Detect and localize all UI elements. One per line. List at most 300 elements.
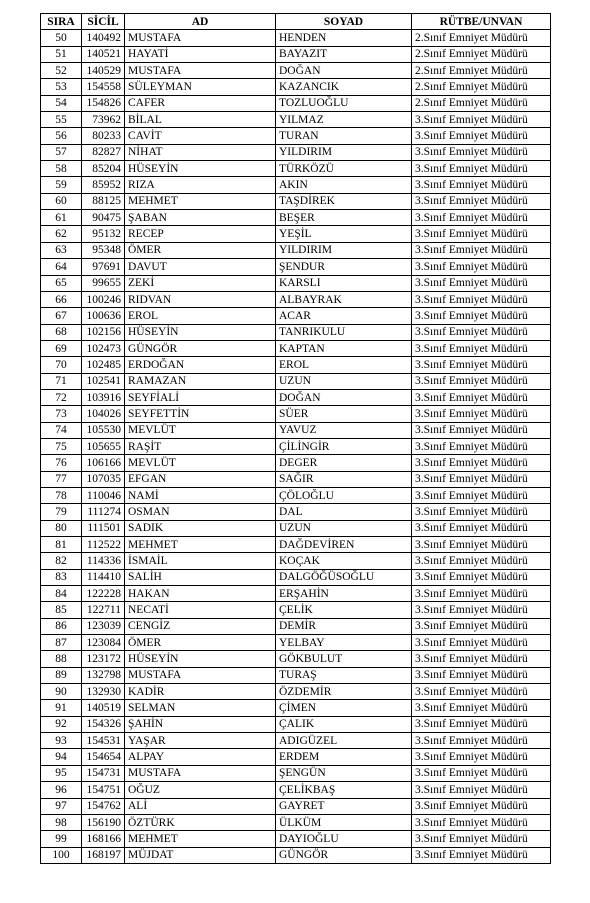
cell-soyad: SAĞIR <box>276 471 412 487</box>
cell-soyad: ÇÖLOĞLU <box>276 487 412 503</box>
cell-ad: HAKAN <box>125 586 276 602</box>
cell-soyad: ÇALIK <box>276 716 412 732</box>
cell-sira: 54 <box>41 95 82 111</box>
cell-sicil: 154731 <box>82 765 125 781</box>
cell-sira: 68 <box>41 324 82 340</box>
table-row <box>41 373 551 389</box>
cell-sira: 61 <box>41 210 82 226</box>
cell-sira: 55 <box>41 112 82 128</box>
cell-soyad: DAL <box>276 504 412 520</box>
table-row <box>41 798 551 814</box>
cell-sira: 63 <box>41 242 82 258</box>
cell-sira: 56 <box>41 128 82 144</box>
cell-sira: 77 <box>41 471 82 487</box>
cell-sicil: 73962 <box>82 112 125 128</box>
cell-sira: 50 <box>41 30 82 46</box>
cell-rutbe: 3.Sınıf Emniyet Müdürü <box>412 520 551 536</box>
table-row <box>41 161 551 177</box>
cell-soyad: DAYIOĞLU <box>276 831 412 847</box>
cell-soyad: KAPTAN <box>276 340 412 356</box>
cell-rutbe: 3.Sınıf Emniyet Müdürü <box>412 667 551 683</box>
cell-rutbe: 3.Sınıf Emniyet Müdürü <box>412 259 551 275</box>
cell-rutbe: 3.Sınıf Emniyet Müdürü <box>412 193 551 209</box>
table-row <box>41 389 551 405</box>
cell-sicil: 80233 <box>82 128 125 144</box>
cell-soyad: YILMAZ <box>276 112 412 128</box>
cell-sira: 96 <box>41 782 82 798</box>
cell-ad: EROL <box>125 308 276 324</box>
table-row <box>41 553 551 569</box>
cell-rutbe: 3.Sınıf Emniyet Müdürü <box>412 144 551 160</box>
cell-sicil: 106166 <box>82 455 125 471</box>
cell-sicil: 102541 <box>82 373 125 389</box>
cell-ad: SELMAN <box>125 700 276 716</box>
table-row <box>41 684 551 700</box>
cell-sira: 93 <box>41 733 82 749</box>
cell-sicil: 105655 <box>82 438 125 454</box>
cell-soyad: UZUN <box>276 520 412 536</box>
cell-sicil: 103916 <box>82 389 125 405</box>
cell-ad: NAMİ <box>125 487 276 503</box>
cell-rutbe: 3.Sınıf Emniyet Müdürü <box>412 716 551 732</box>
cell-sicil: 107035 <box>82 471 125 487</box>
table-row <box>41 602 551 618</box>
cell-sicil: 99655 <box>82 275 125 291</box>
table-row <box>41 504 551 520</box>
cell-soyad: AKIN <box>276 177 412 193</box>
cell-soyad: GÖKBULUT <box>276 651 412 667</box>
cell-rutbe: 3.Sınıf Emniyet Müdürü <box>412 504 551 520</box>
cell-rutbe: 3.Sınıf Emniyet Müdürü <box>412 340 551 356</box>
cell-soyad: ERDEM <box>276 749 412 765</box>
cell-sira: 89 <box>41 667 82 683</box>
cell-soyad: TAŞDİREK <box>276 193 412 209</box>
cell-sicil: 97691 <box>82 259 125 275</box>
cell-sira: 69 <box>41 340 82 356</box>
cell-sicil: 102156 <box>82 324 125 340</box>
table-row <box>41 487 551 503</box>
cell-soyad: GAYRET <box>276 798 412 814</box>
cell-rutbe: 3.Sınıf Emniyet Müdürü <box>412 798 551 814</box>
cell-ad: BİLAL <box>125 112 276 128</box>
table-row <box>41 455 551 471</box>
cell-soyad: GÜNGÖR <box>276 847 412 863</box>
cell-sira: 57 <box>41 144 82 160</box>
table-row <box>41 259 551 275</box>
table-row <box>41 765 551 781</box>
cell-sira: 67 <box>41 308 82 324</box>
cell-sicil: 110046 <box>82 487 125 503</box>
cell-soyad: DOĞAN <box>276 389 412 405</box>
table-row <box>41 700 551 716</box>
cell-ad: HÜSEYİN <box>125 651 276 667</box>
cell-ad: ALPAY <box>125 749 276 765</box>
cell-soyad: ÇİLİNGİR <box>276 438 412 454</box>
table-row <box>41 210 551 226</box>
table-row <box>41 177 551 193</box>
cell-sira: 75 <box>41 438 82 454</box>
cell-sira: 72 <box>41 389 82 405</box>
cell-soyad: DAĞDEVİREN <box>276 537 412 553</box>
table-row <box>41 340 551 356</box>
cell-ad: ALİ <box>125 798 276 814</box>
header-sicil: SİCİL <box>82 14 125 30</box>
cell-rutbe: 3.Sınıf Emniyet Müdürü <box>412 749 551 765</box>
cell-sira: 62 <box>41 226 82 242</box>
cell-sicil: 154826 <box>82 95 125 111</box>
cell-sira: 74 <box>41 422 82 438</box>
table-row <box>41 471 551 487</box>
cell-ad: SADIK <box>125 520 276 536</box>
cell-sicil: 123172 <box>82 651 125 667</box>
cell-rutbe: 3.Sınıf Emniyet Müdürü <box>412 455 551 471</box>
table-row <box>41 651 551 667</box>
cell-sicil: 140521 <box>82 46 125 62</box>
cell-soyad: TANRIKULU <box>276 324 412 340</box>
cell-ad: ÖZTÜRK <box>125 814 276 830</box>
cell-ad: MÜJDAT <box>125 847 276 863</box>
cell-sicil: 88125 <box>82 193 125 209</box>
cell-soyad: ÇİMEN <box>276 700 412 716</box>
table-row <box>41 716 551 732</box>
cell-sicil: 102473 <box>82 340 125 356</box>
cell-soyad: KOÇAK <box>276 553 412 569</box>
cell-ad: HÜSEYİN <box>125 161 276 177</box>
cell-rutbe: 3.Sınıf Emniyet Müdürü <box>412 651 551 667</box>
cell-ad: RAŞİT <box>125 438 276 454</box>
cell-sira: 52 <box>41 63 82 79</box>
table-row <box>41 422 551 438</box>
cell-sira: 53 <box>41 79 82 95</box>
cell-sira: 64 <box>41 259 82 275</box>
cell-soyad: KAZANCIK <box>276 79 412 95</box>
cell-sicil: 111274 <box>82 504 125 520</box>
cell-ad: ERDOĞAN <box>125 357 276 373</box>
cell-soyad: ÜLKÜM <box>276 814 412 830</box>
cell-soyad: TURAŞ <box>276 667 412 683</box>
cell-sira: 95 <box>41 765 82 781</box>
cell-rutbe: 3.Sınıf Emniyet Müdürü <box>412 422 551 438</box>
cell-rutbe: 2.Sınıf Emniyet Müdürü <box>412 30 551 46</box>
cell-sira: 71 <box>41 373 82 389</box>
cell-rutbe: 3.Sınıf Emniyet Müdürü <box>412 177 551 193</box>
cell-ad: GÜNGÖR <box>125 340 276 356</box>
cell-soyad: HENDEN <box>276 30 412 46</box>
cell-ad: NECATİ <box>125 602 276 618</box>
cell-soyad: EROL <box>276 357 412 373</box>
cell-sira: 97 <box>41 798 82 814</box>
cell-rutbe: 3.Sınıf Emniyet Müdürü <box>412 586 551 602</box>
cell-sira: 79 <box>41 504 82 520</box>
table-row <box>41 193 551 209</box>
cell-soyad: YEŞİL <box>276 226 412 242</box>
table-body <box>41 30 551 864</box>
cell-soyad: ÇELİKBAŞ <box>276 782 412 798</box>
cell-sira: 73 <box>41 406 82 422</box>
table-row <box>41 95 551 111</box>
cell-sicil: 154654 <box>82 749 125 765</box>
cell-soyad: ÇELİK <box>276 602 412 618</box>
cell-ad: MEHMET <box>125 831 276 847</box>
cell-soyad: BEŞER <box>276 210 412 226</box>
cell-sicil: 90475 <box>82 210 125 226</box>
cell-rutbe: 3.Sınıf Emniyet Müdürü <box>412 357 551 373</box>
cell-ad: ŞAHİN <box>125 716 276 732</box>
cell-rutbe: 3.Sınıf Emniyet Müdürü <box>412 569 551 585</box>
cell-ad: RECEP <box>125 226 276 242</box>
cell-sira: 100 <box>41 847 82 863</box>
cell-rutbe: 2.Sınıf Emniyet Müdürü <box>412 79 551 95</box>
cell-rutbe: 3.Sınıf Emniyet Müdürü <box>412 765 551 781</box>
cell-rutbe: 3.Sınıf Emniyet Müdürü <box>412 831 551 847</box>
table-row <box>41 749 551 765</box>
cell-rutbe: 2.Sınıf Emniyet Müdürü <box>412 95 551 111</box>
cell-rutbe: 3.Sınıf Emniyet Müdürü <box>412 291 551 307</box>
cell-rutbe: 3.Sınıf Emniyet Müdürü <box>412 635 551 651</box>
cell-soyad: KARSLI <box>276 275 412 291</box>
cell-soyad: UZUN <box>276 373 412 389</box>
table-row <box>41 569 551 585</box>
cell-ad: ÖMER <box>125 635 276 651</box>
cell-ad: CAVİT <box>125 128 276 144</box>
cell-soyad: SÜER <box>276 406 412 422</box>
cell-soyad: YILDIRIM <box>276 144 412 160</box>
table-row <box>41 438 551 454</box>
cell-sira: 81 <box>41 537 82 553</box>
table-row <box>41 667 551 683</box>
cell-ad: NİHAT <box>125 144 276 160</box>
cell-soyad: TÜRKÖZÜ <box>276 161 412 177</box>
cell-sira: 60 <box>41 193 82 209</box>
table-row <box>41 520 551 536</box>
header-rutbe: RÜTBE/UNVAN <box>412 14 551 30</box>
cell-sicil: 100636 <box>82 308 125 324</box>
cell-soyad: ADIGÜZEL <box>276 733 412 749</box>
cell-ad: HAYATİ <box>125 46 276 62</box>
cell-sicil: 132930 <box>82 684 125 700</box>
cell-sira: 84 <box>41 586 82 602</box>
cell-sicil: 123084 <box>82 635 125 651</box>
table-row <box>41 112 551 128</box>
cell-sira: 86 <box>41 618 82 634</box>
table-row <box>41 128 551 144</box>
cell-rutbe: 3.Sınıf Emniyet Müdürü <box>412 782 551 798</box>
header-sira: SIRA <box>41 14 82 30</box>
cell-soyad: DALGÖĞÜSOĞLU <box>276 569 412 585</box>
cell-sicil: 111501 <box>82 520 125 536</box>
cell-sira: 82 <box>41 553 82 569</box>
cell-soyad: YAVUZ <box>276 422 412 438</box>
table-row <box>41 144 551 160</box>
cell-sira: 80 <box>41 520 82 536</box>
cell-rutbe: 3.Sınıf Emniyet Müdürü <box>412 471 551 487</box>
cell-sicil: 132798 <box>82 667 125 683</box>
cell-ad: YAŞAR <box>125 733 276 749</box>
cell-rutbe: 3.Sınıf Emniyet Müdürü <box>412 308 551 324</box>
cell-sira: 58 <box>41 161 82 177</box>
cell-sicil: 140529 <box>82 63 125 79</box>
cell-soyad: TOZLUOĞLU <box>276 95 412 111</box>
cell-sicil: 140519 <box>82 700 125 716</box>
table-row <box>41 831 551 847</box>
cell-sicil: 85204 <box>82 161 125 177</box>
table-row <box>41 782 551 798</box>
cell-rutbe: 2.Sınıf Emniyet Müdürü <box>412 63 551 79</box>
cell-sicil: 95348 <box>82 242 125 258</box>
cell-rutbe: 3.Sınıf Emniyet Müdürü <box>412 602 551 618</box>
table-row <box>41 275 551 291</box>
cell-soyad: DEMİR <box>276 618 412 634</box>
cell-sira: 92 <box>41 716 82 732</box>
cell-sicil: 105530 <box>82 422 125 438</box>
cell-sicil: 156190 <box>82 814 125 830</box>
cell-sicil: 154762 <box>82 798 125 814</box>
table-row <box>41 46 551 62</box>
cell-sira: 83 <box>41 569 82 585</box>
cell-ad: MUSTAFA <box>125 667 276 683</box>
cell-sira: 85 <box>41 602 82 618</box>
cell-ad: EFGAN <box>125 471 276 487</box>
cell-rutbe: 3.Sınıf Emniyet Müdürü <box>412 406 551 422</box>
personnel-table <box>40 13 551 864</box>
table-row <box>41 79 551 95</box>
cell-sicil: 122711 <box>82 602 125 618</box>
cell-rutbe: 3.Sınıf Emniyet Müdürü <box>412 275 551 291</box>
cell-sicil: 95132 <box>82 226 125 242</box>
cell-rutbe: 3.Sınıf Emniyet Müdürü <box>412 700 551 716</box>
cell-sicil: 114336 <box>82 553 125 569</box>
cell-sira: 94 <box>41 749 82 765</box>
cell-sicil: 154751 <box>82 782 125 798</box>
cell-ad: HÜSEYİN <box>125 324 276 340</box>
cell-soyad: ÖZDEMİR <box>276 684 412 700</box>
cell-sicil: 123039 <box>82 618 125 634</box>
cell-sicil: 168197 <box>82 847 125 863</box>
cell-rutbe: 3.Sınıf Emniyet Müdürü <box>412 373 551 389</box>
cell-rutbe: 3.Sınıf Emniyet Müdürü <box>412 242 551 258</box>
cell-ad: MEHMET <box>125 537 276 553</box>
cell-sicil: 100246 <box>82 291 125 307</box>
header-soyad: SOYAD <box>276 14 412 30</box>
cell-sicil: 85952 <box>82 177 125 193</box>
table-row <box>41 291 551 307</box>
cell-rutbe: 3.Sınıf Emniyet Müdürü <box>412 161 551 177</box>
cell-sicil: 140492 <box>82 30 125 46</box>
cell-ad: MEVLÜT <box>125 455 276 471</box>
cell-sira: 99 <box>41 831 82 847</box>
cell-sira: 70 <box>41 357 82 373</box>
cell-sicil: 154531 <box>82 733 125 749</box>
cell-soyad: ŞENDUR <box>276 259 412 275</box>
cell-rutbe: 3.Sınıf Emniyet Müdürü <box>412 128 551 144</box>
table-row <box>41 537 551 553</box>
cell-ad: CAFER <box>125 95 276 111</box>
cell-ad: MUSTAFA <box>125 30 276 46</box>
cell-sira: 66 <box>41 291 82 307</box>
cell-rutbe: 3.Sınıf Emniyet Müdürü <box>412 618 551 634</box>
cell-sira: 59 <box>41 177 82 193</box>
cell-rutbe: 3.Sınıf Emniyet Müdürü <box>412 684 551 700</box>
table-row <box>41 63 551 79</box>
cell-ad: DAVUT <box>125 259 276 275</box>
table-row <box>41 357 551 373</box>
cell-sira: 78 <box>41 487 82 503</box>
cell-ad: RIZA <box>125 177 276 193</box>
cell-rutbe: 3.Sınıf Emniyet Müdürü <box>412 324 551 340</box>
header-ad: AD <box>125 14 276 30</box>
cell-rutbe: 3.Sınıf Emniyet Müdürü <box>412 210 551 226</box>
cell-ad: RAMAZAN <box>125 373 276 389</box>
cell-soyad: YELBAY <box>276 635 412 651</box>
cell-ad: MUSTAFA <box>125 63 276 79</box>
table-row <box>41 586 551 602</box>
cell-sicil: 82827 <box>82 144 125 160</box>
cell-rutbe: 3.Sınıf Emniyet Müdürü <box>412 537 551 553</box>
cell-rutbe: 2.Sınıf Emniyet Müdürü <box>412 46 551 62</box>
cell-soyad: DOĞAN <box>276 63 412 79</box>
cell-ad: İSMAİL <box>125 553 276 569</box>
cell-sira: 76 <box>41 455 82 471</box>
cell-sicil: 122228 <box>82 586 125 602</box>
cell-soyad: ALBAYRAK <box>276 291 412 307</box>
cell-ad: KADİR <box>125 684 276 700</box>
cell-rutbe: 3.Sınıf Emniyet Müdürü <box>412 814 551 830</box>
table-row <box>41 242 551 258</box>
cell-rutbe: 3.Sınıf Emniyet Müdürü <box>412 226 551 242</box>
table-row <box>41 226 551 242</box>
cell-ad: SEYFİALİ <box>125 389 276 405</box>
table-row <box>41 814 551 830</box>
table-row <box>41 618 551 634</box>
cell-soyad: DEGER <box>276 455 412 471</box>
cell-ad: SALİH <box>125 569 276 585</box>
cell-sicil: 168166 <box>82 831 125 847</box>
cell-ad: ŞABAN <box>125 210 276 226</box>
table-row <box>41 847 551 863</box>
cell-soyad: ACAR <box>276 308 412 324</box>
cell-soyad: ŞENGÜN <box>276 765 412 781</box>
cell-ad: CENGİZ <box>125 618 276 634</box>
cell-rutbe: 3.Sınıf Emniyet Müdürü <box>412 847 551 863</box>
cell-sira: 90 <box>41 684 82 700</box>
cell-soyad: ERŞAHİN <box>276 586 412 602</box>
cell-ad: MUSTAFA <box>125 765 276 781</box>
cell-sira: 98 <box>41 814 82 830</box>
cell-sira: 65 <box>41 275 82 291</box>
cell-soyad: YILDIRIM <box>276 242 412 258</box>
table-row <box>41 30 551 46</box>
table-row <box>41 324 551 340</box>
cell-ad: OĞUZ <box>125 782 276 798</box>
header-row <box>41 14 551 30</box>
cell-ad: ÖMER <box>125 242 276 258</box>
cell-ad: RIDVAN <box>125 291 276 307</box>
cell-sicil: 112522 <box>82 537 125 553</box>
cell-sicil: 154558 <box>82 79 125 95</box>
cell-ad: SEYFETTİN <box>125 406 276 422</box>
cell-ad: MEVLÜT <box>125 422 276 438</box>
cell-sira: 88 <box>41 651 82 667</box>
cell-ad: ZEKİ <box>125 275 276 291</box>
cell-sicil: 104026 <box>82 406 125 422</box>
cell-sicil: 114410 <box>82 569 125 585</box>
cell-sira: 91 <box>41 700 82 716</box>
cell-rutbe: 3.Sınıf Emniyet Müdürü <box>412 438 551 454</box>
cell-ad: MEHMET <box>125 193 276 209</box>
table-row <box>41 406 551 422</box>
cell-rutbe: 3.Sınıf Emniyet Müdürü <box>412 112 551 128</box>
cell-ad: SÜLEYMAN <box>125 79 276 95</box>
